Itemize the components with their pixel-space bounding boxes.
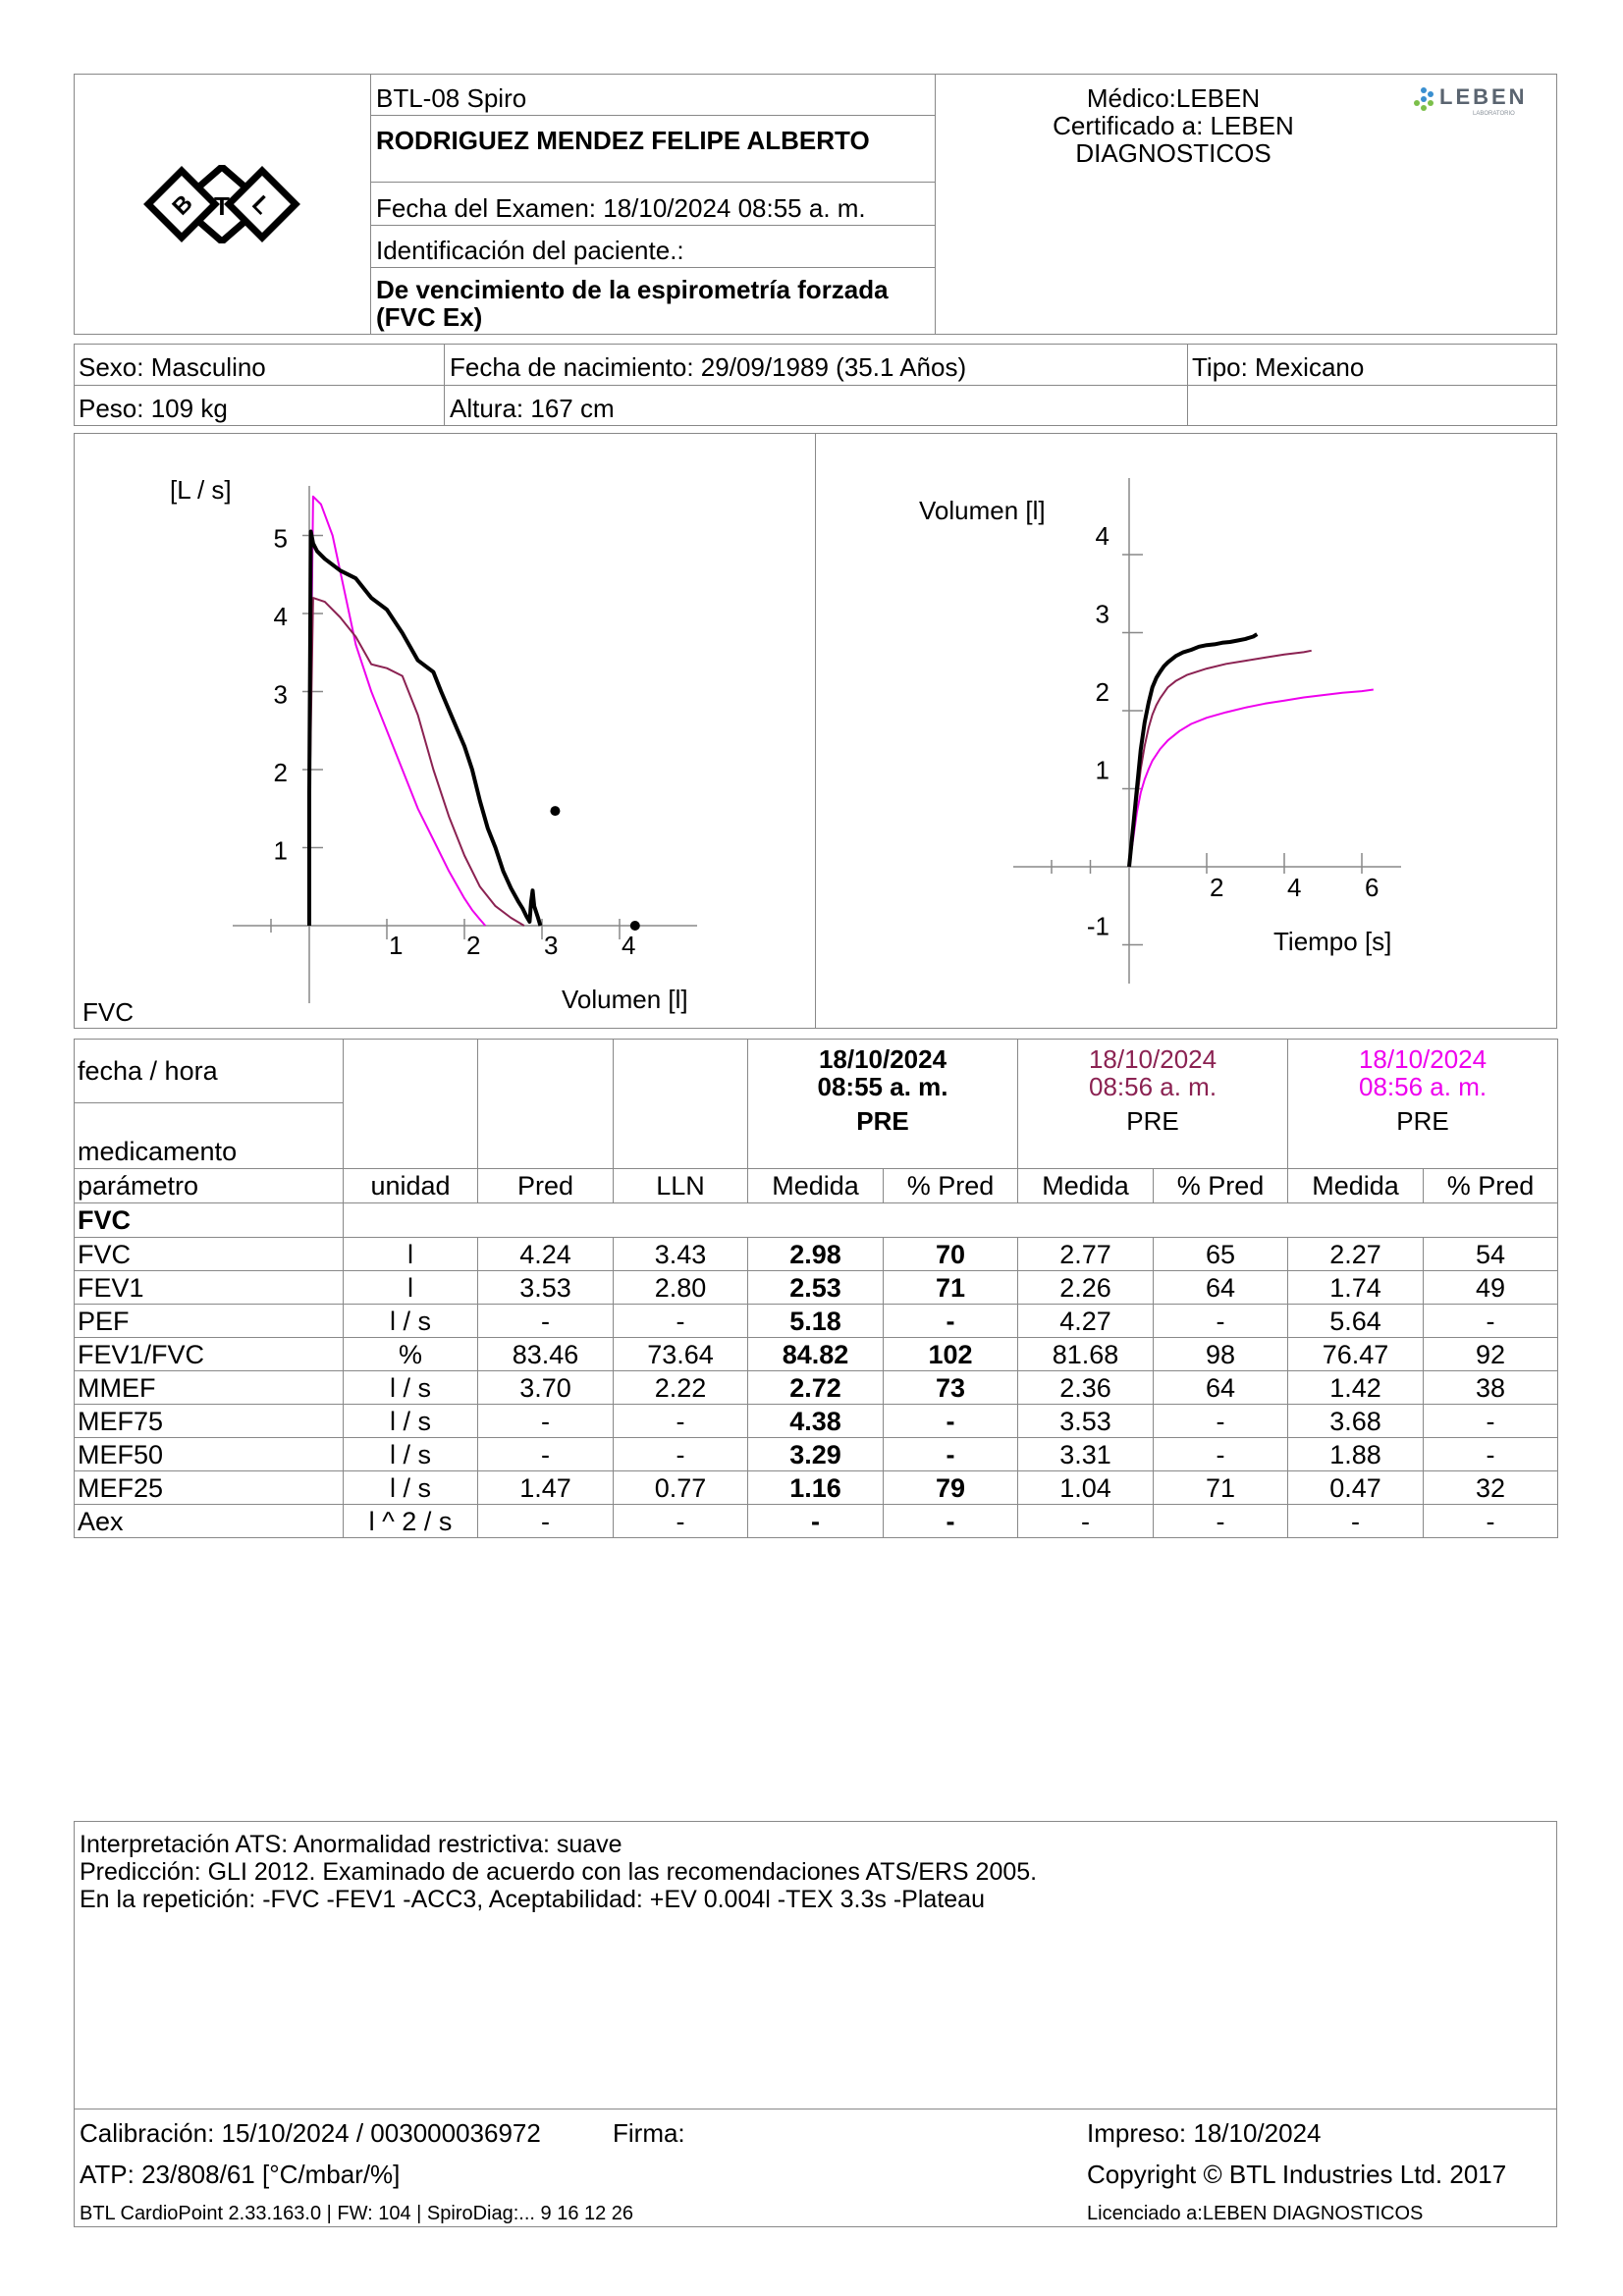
cell-m3: 2.27 — [1288, 1238, 1424, 1271]
cell-p1: - — [884, 1405, 1018, 1438]
patient-type: Tipo: Mexicano — [1192, 352, 1365, 382]
cell-param: MMEF — [75, 1371, 344, 1405]
cell-p3: - — [1424, 1505, 1558, 1538]
header-lln: LLN — [614, 1169, 748, 1203]
test-2-header: 18/10/2024 08:56 a. m. PRE — [1018, 1040, 1288, 1169]
cell-m1: 1.16 — [748, 1471, 884, 1505]
cell-m1: 2.98 — [748, 1238, 884, 1271]
test-3-header: 18/10/2024 08:56 a. m. PRE — [1288, 1040, 1558, 1169]
flow-volume-chart — [0, 0, 1623, 1041]
cell-p2: 65 — [1154, 1238, 1288, 1271]
cell-pred: - — [478, 1305, 614, 1338]
svg-text:T: T — [214, 191, 230, 221]
cell-m2: 4.27 — [1018, 1305, 1154, 1338]
interpretation-line3: En la repetición: -FVC -FEV1 -ACC3, Aceptabilidad: +EV 0.004l -TEX 3.3s -Plateau — [80, 1886, 985, 1913]
cell-p1: - — [884, 1438, 1018, 1471]
cell-unit: l / s — [344, 1405, 478, 1438]
patient-birth: Fecha de nacimiento: 29/09/1989 (35.1 Años) — [450, 352, 967, 382]
cell-m1: 5.18 — [748, 1305, 884, 1338]
cell-p3: - — [1424, 1438, 1558, 1471]
cell-param: MEF50 — [75, 1438, 344, 1471]
header-unidad: unidad — [344, 1169, 478, 1203]
flow-volume-x-tick-label: 3 — [544, 931, 559, 960]
cell-m2: 3.53 — [1018, 1405, 1154, 1438]
cell-param: FEV1/FVC — [75, 1338, 344, 1371]
cell-lln: - — [614, 1438, 748, 1471]
cell-unit: l — [344, 1238, 478, 1271]
cell-lln: 2.80 — [614, 1271, 748, 1305]
volume-time-y-tick-label: 3 — [1095, 599, 1109, 629]
cell-param: FVC — [75, 1238, 344, 1271]
flow-volume-ylabel: [L / s] — [170, 475, 232, 505]
cell-param: PEF — [75, 1305, 344, 1338]
interpretation-line1: Interpretación ATS: Anormalidad restrictiva: suave — [80, 1831, 622, 1858]
cell-lln: - — [614, 1305, 748, 1338]
software-version: BTL CardioPoint 2.33.163.0 | FW: 104 | SpiroDiag:... 9 16 12 26 — [80, 2203, 634, 2224]
doctor-line1: Médico:LEBEN — [1086, 83, 1261, 113]
section-label: FVC — [75, 1203, 344, 1238]
cell-pred: - — [478, 1438, 614, 1471]
printed-date: Impreso: 18/10/2024 — [1087, 2118, 1322, 2148]
header-pred: Pred — [478, 1169, 614, 1203]
svg-text:LEBEN: LEBEN — [1439, 84, 1528, 109]
cell-pred: 3.53 — [478, 1271, 614, 1305]
cell-pred: 1.47 — [478, 1471, 614, 1505]
cell-p3: 32 — [1424, 1471, 1558, 1505]
cell-lln: 3.43 — [614, 1238, 748, 1271]
cell-lln: - — [614, 1405, 748, 1438]
cell-p3: - — [1424, 1405, 1558, 1438]
cell-p1: 71 — [884, 1271, 1018, 1305]
cell-p2: - — [1154, 1505, 1288, 1538]
cell-m1: 4.38 — [748, 1405, 884, 1438]
header-fecha-hora: fecha / hora — [75, 1040, 344, 1103]
cell-unit: l — [344, 1271, 478, 1305]
cell-p1: 102 — [884, 1338, 1018, 1371]
patient-name: RODRIGUEZ MENDEZ FELIPE ALBERTO — [376, 126, 870, 155]
cell-m2: 3.31 — [1018, 1438, 1154, 1471]
patient-sex: Sexo: Masculino — [79, 352, 266, 382]
svg-text:L: L — [246, 190, 276, 220]
volume-time-y-tick-label: 4 — [1095, 521, 1109, 551]
flow-volume-x-tick-label: 1 — [389, 931, 404, 960]
test-type-line2: (FVC Ex) — [376, 302, 483, 332]
cell-param: FEV1 — [75, 1271, 344, 1305]
cell-unit: l / s — [344, 1438, 478, 1471]
cell-m3: 3.68 — [1288, 1405, 1424, 1438]
flow-volume-marker — [630, 921, 640, 931]
cell-p1: - — [884, 1505, 1018, 1538]
license: Licenciado a:LEBEN DIAGNOSTICOS — [1087, 2203, 1424, 2224]
flow-volume-marker — [550, 806, 560, 816]
cell-m2: 2.26 — [1018, 1271, 1154, 1305]
header-medida-2: Medida — [1018, 1169, 1154, 1203]
table-row — [75, 1438, 1558, 1471]
cell-m2: 1.04 — [1018, 1471, 1154, 1505]
flow-volume-corner-label: FVC — [82, 997, 134, 1027]
cell-lln: 2.22 — [614, 1371, 748, 1405]
header-pctpred-1: % Pred — [884, 1169, 1018, 1203]
exam-date: Fecha del Examen: 18/10/2024 08:55 a. m. — [376, 193, 866, 223]
patient-id-label: Identificación del paciente.: — [376, 236, 684, 265]
cell-p3: - — [1424, 1305, 1558, 1338]
cell-m1: 3.29 — [748, 1438, 884, 1471]
cell-p1: 79 — [884, 1471, 1018, 1505]
volume-time-xlabel: Tiempo [s] — [1273, 927, 1392, 956]
volume-time-series-2 — [1129, 651, 1312, 867]
flow-volume-series-3 — [309, 497, 485, 926]
cell-p2: 71 — [1154, 1471, 1288, 1505]
header-pctpred-2: % Pred — [1154, 1169, 1288, 1203]
cell-m1: 84.82 — [748, 1338, 884, 1371]
cell-m3: 76.47 — [1288, 1338, 1424, 1371]
cell-lln: - — [614, 1505, 748, 1538]
volume-time-x-tick-label: 6 — [1365, 873, 1380, 902]
flow-volume-x-tick-label: 4 — [622, 931, 636, 960]
flow-volume-y-tick-label: 2 — [273, 758, 288, 787]
header-medida-3: Medida — [1288, 1169, 1424, 1203]
cell-lln: 0.77 — [614, 1471, 748, 1505]
volume-time-y-tick-label: 2 — [1095, 677, 1109, 707]
doctor-line2: Certificado a: LEBEN — [1053, 111, 1294, 140]
cell-p1: 73 — [884, 1371, 1018, 1405]
volume-time-x-tick-label: 2 — [1210, 873, 1224, 902]
svg-text:B: B — [167, 189, 198, 221]
cell-p3: 38 — [1424, 1371, 1558, 1405]
cell-m3: 1.88 — [1288, 1438, 1424, 1471]
flow-volume-xlabel: Volumen [l] — [562, 985, 688, 1014]
table-row — [75, 1471, 1558, 1505]
signature-label: Firma: — [613, 2118, 685, 2148]
cell-p3: 54 — [1424, 1238, 1558, 1271]
volume-time-x-tick-label: 4 — [1287, 873, 1302, 902]
cell-p1: 70 — [884, 1238, 1018, 1271]
cell-p1: - — [884, 1305, 1018, 1338]
cell-pred: - — [478, 1505, 614, 1538]
flow-volume-y-tick-label: 1 — [273, 835, 288, 866]
test-1-header: 18/10/2024 08:55 a. m. PRE — [748, 1040, 1018, 1169]
cell-m3: - — [1288, 1505, 1424, 1538]
cell-p2: 98 — [1154, 1338, 1288, 1371]
patient-height: Altura: 167 cm — [450, 394, 615, 423]
doctor-line3: DIAGNOSTICOS — [1075, 138, 1271, 168]
cell-m1: 2.53 — [748, 1271, 884, 1305]
flow-volume-y-tick-label: 3 — [273, 679, 288, 710]
cell-pred: 3.70 — [478, 1371, 614, 1405]
cell-pred: - — [478, 1405, 614, 1438]
cell-m3: 1.42 — [1288, 1371, 1424, 1405]
volume-time-ylabel: Volumen [l] — [919, 496, 1046, 525]
cell-unit: l / s — [344, 1305, 478, 1338]
device-name: BTL-08 Spiro — [376, 83, 527, 113]
table-row — [75, 1505, 1558, 1538]
cell-param: MEF25 — [75, 1471, 344, 1505]
interpretation-line2: Predicción: GLI 2012. Examinado de acuerdo con las recomendaciones ATS/ERS 2005. — [80, 1858, 1038, 1886]
calibration: Calibración: 15/10/2024 / 003000036972 — [80, 2118, 541, 2148]
volume-time-y-tick-label: -1 — [1086, 911, 1109, 941]
cell-p3: 49 — [1424, 1271, 1558, 1305]
table-row — [75, 1371, 1558, 1405]
cell-m3: 0.47 — [1288, 1471, 1424, 1505]
cell-unit: l / s — [344, 1371, 478, 1405]
volume-time-series-3 — [1129, 690, 1374, 868]
cell-unit: % — [344, 1338, 478, 1371]
cell-m2: 81.68 — [1018, 1338, 1154, 1371]
cell-unit: l / s — [344, 1471, 478, 1505]
cell-p2: - — [1154, 1405, 1288, 1438]
cell-p2: - — [1154, 1305, 1288, 1338]
cell-p3: 92 — [1424, 1338, 1558, 1371]
header-medida-1: Medida — [748, 1169, 884, 1203]
cell-m2: 2.36 — [1018, 1371, 1154, 1405]
flow-volume-y-tick-label: 5 — [273, 523, 288, 554]
flow-volume-x-tick-label: 2 — [466, 931, 481, 960]
cell-p2: 64 — [1154, 1371, 1288, 1405]
patient-weight: Peso: 109 kg — [79, 394, 228, 423]
cell-p2: - — [1154, 1438, 1288, 1471]
cell-m1: 2.72 — [748, 1371, 884, 1405]
header-medicamento: medicamento — [75, 1103, 344, 1169]
cell-m2: - — [1018, 1505, 1154, 1538]
copyright: Copyright © BTL Industries Ltd. 2017 — [1087, 2160, 1507, 2189]
cell-lln: 73.64 — [614, 1338, 748, 1371]
flow-volume-series-2 — [309, 598, 524, 926]
cell-param: MEF75 — [75, 1405, 344, 1438]
cell-pred: 83.46 — [478, 1338, 614, 1371]
cell-pred: 4.24 — [478, 1238, 614, 1271]
flow-volume-y-tick-label: 4 — [273, 602, 288, 631]
atp: ATP: 23/808/61 [°C/mbar/%] — [80, 2160, 401, 2189]
header-parametro: parámetro — [75, 1169, 344, 1203]
test-type-line1: De vencimiento de la espirometría forzada — [376, 275, 889, 304]
cell-m2: 2.77 — [1018, 1238, 1154, 1271]
cell-m1: - — [748, 1505, 884, 1538]
cell-m3: 1.74 — [1288, 1271, 1424, 1305]
table-row — [75, 1305, 1558, 1338]
cell-unit: l ^ 2 / s — [344, 1505, 478, 1538]
cell-p2: 64 — [1154, 1271, 1288, 1305]
svg-text:LABORATORIO: LABORATORIO — [1473, 111, 1515, 117]
table-row — [75, 1271, 1558, 1305]
volume-time-series-1 — [1129, 634, 1257, 867]
cell-param: Aex — [75, 1505, 344, 1538]
header-pctpred-3: % Pred — [1424, 1169, 1558, 1203]
table-row — [75, 1405, 1558, 1438]
cell-m3: 5.64 — [1288, 1305, 1424, 1338]
table-row — [75, 1238, 1558, 1271]
table-row — [75, 1338, 1558, 1371]
results-table — [74, 1039, 1558, 1538]
volume-time-y-tick-label: 1 — [1095, 755, 1109, 785]
